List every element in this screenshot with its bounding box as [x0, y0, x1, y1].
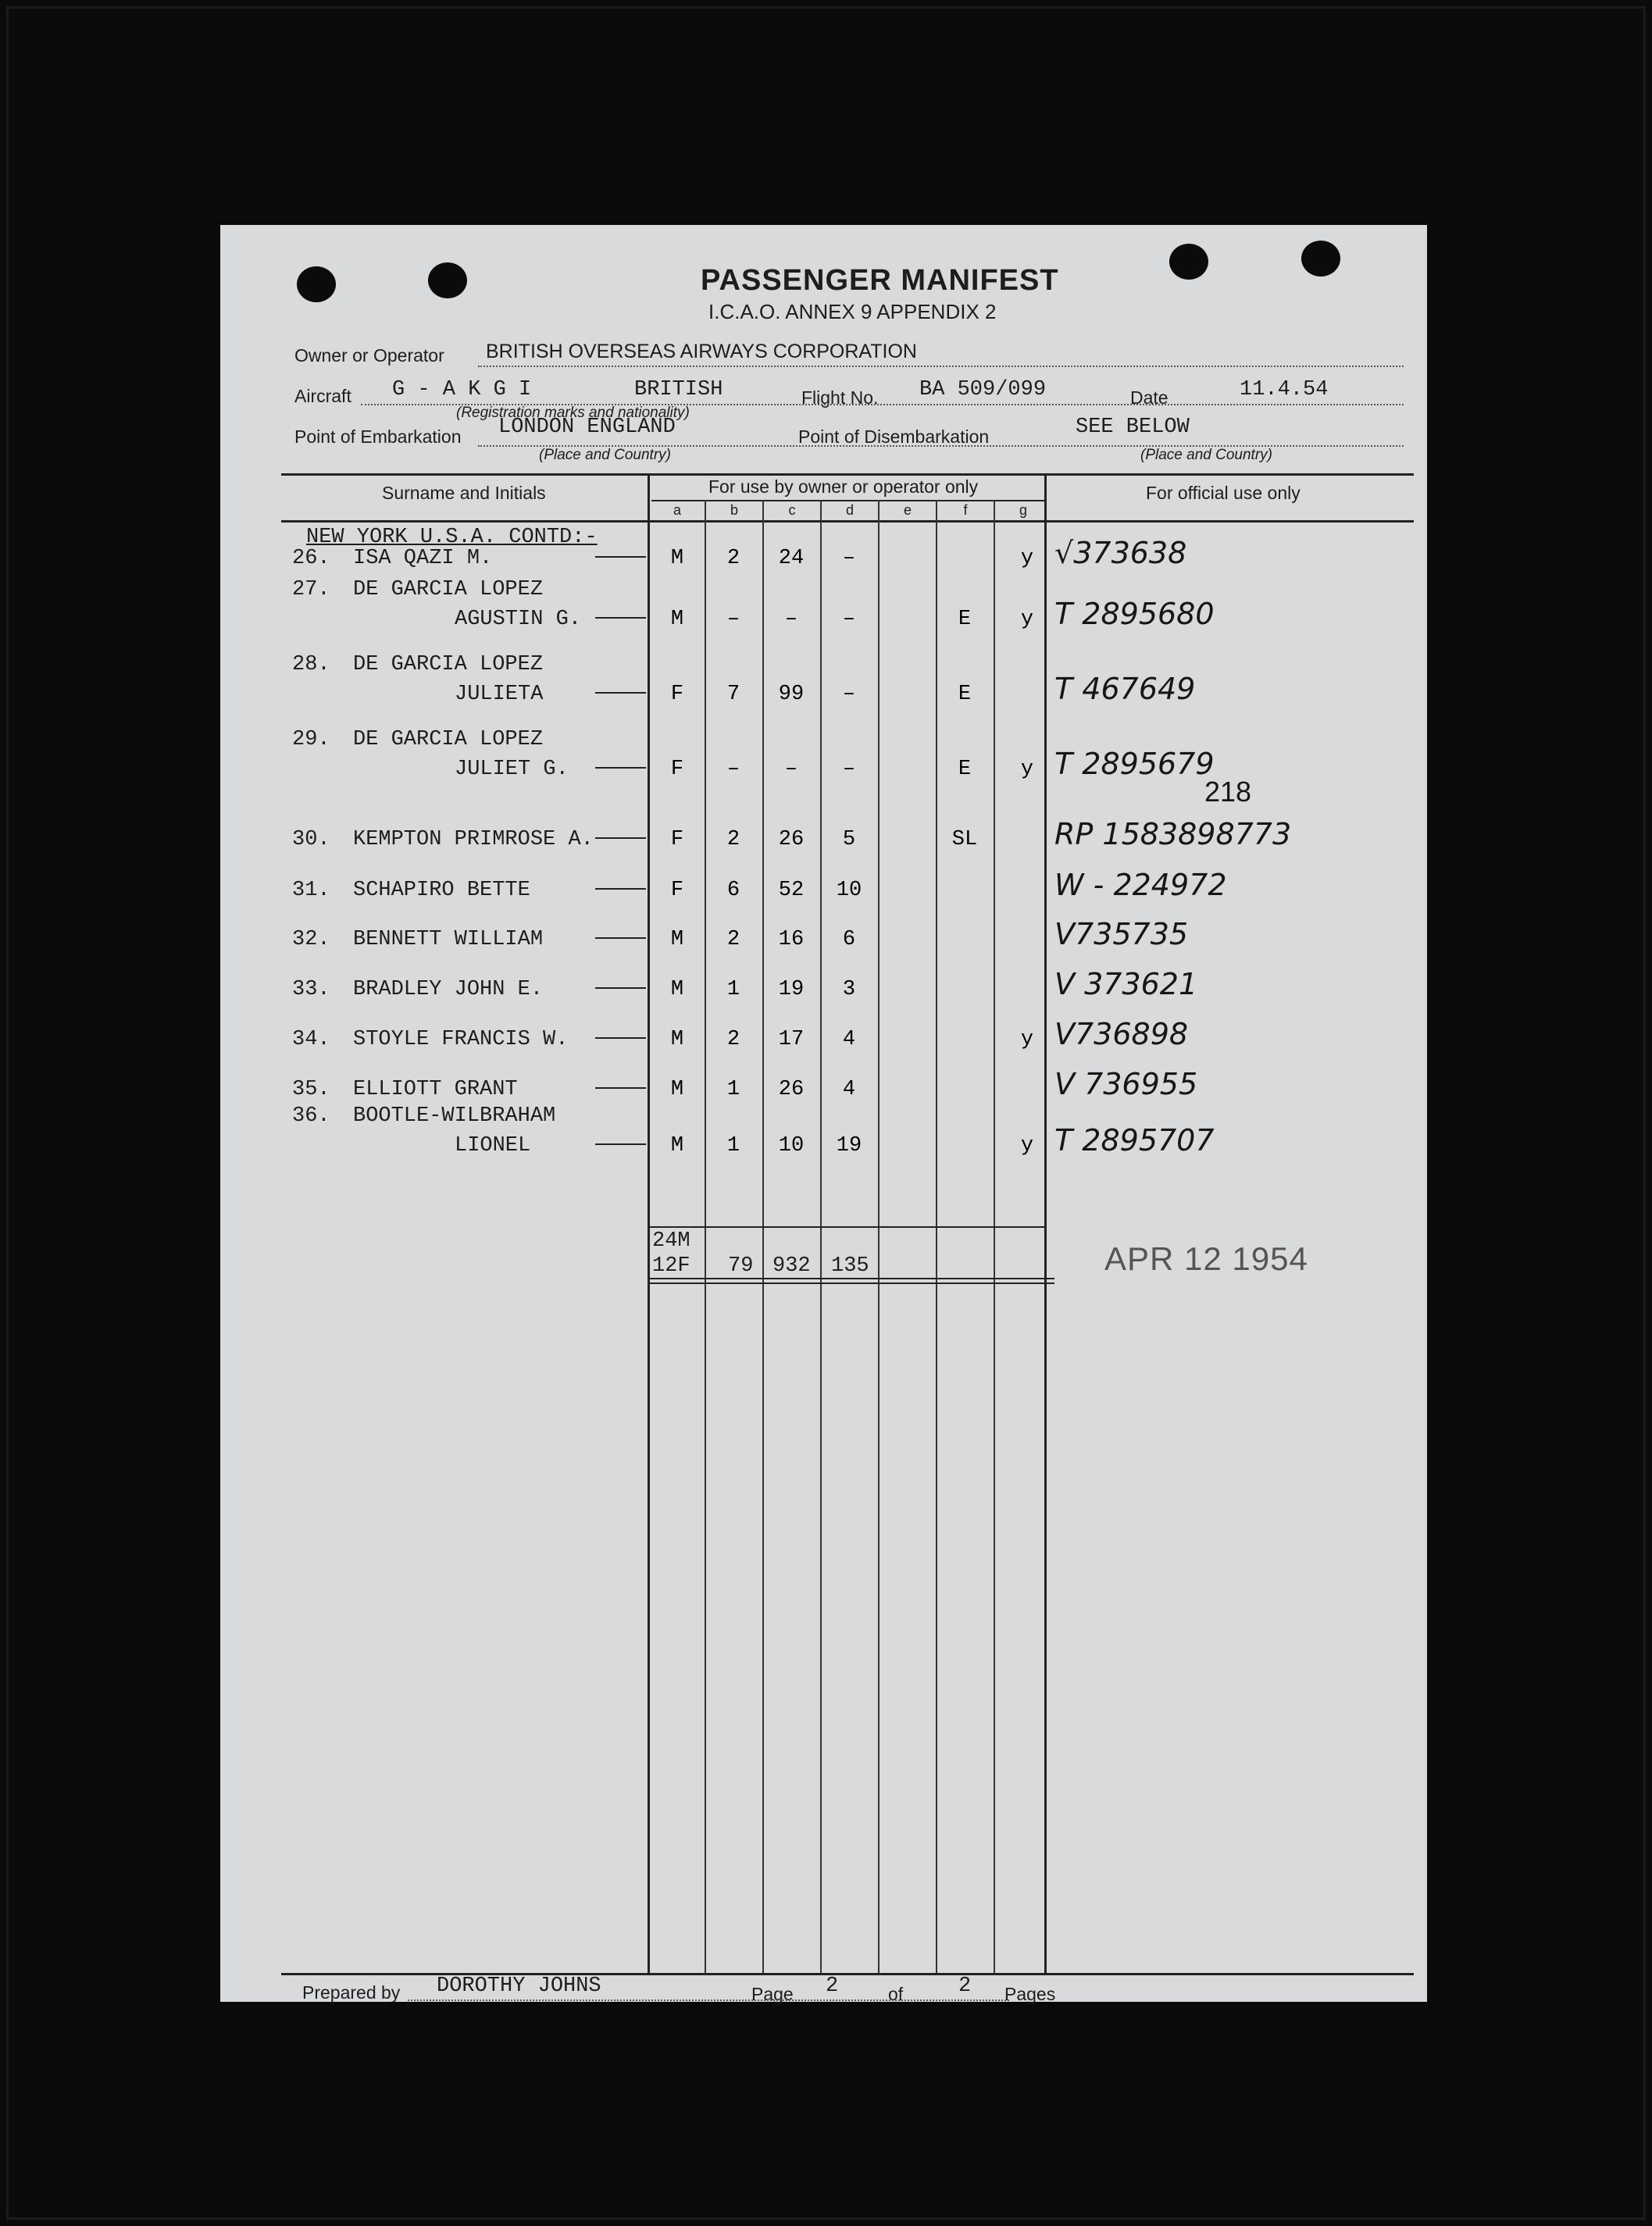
row-number: 28. [292, 653, 330, 676]
official-handwritten-number: T 2895679 [1054, 747, 1215, 781]
row-number: 35. [292, 1078, 330, 1101]
cell-a: M [670, 547, 684, 570]
passenger-name: BOOTLE-WILBRAHAM [353, 1104, 556, 1128]
cell-b: 2 [726, 928, 740, 951]
subcolumn-d: d [845, 502, 854, 518]
punch-hole-3 [1169, 244, 1208, 280]
row-number: 30. [292, 828, 330, 851]
passenger-name: STOYLE FRANCIS W. [353, 1028, 569, 1051]
section-label: NEW YORK U.S.A. CONTD:- [306, 526, 598, 549]
cell-d: 10 [836, 879, 862, 902]
cell-d: 4 [842, 1028, 856, 1051]
cell-g: y [1020, 1028, 1034, 1051]
official-handwritten-number: RP 1583898773 [1054, 817, 1292, 851]
table-header-rule [281, 520, 1414, 523]
row-number: 31. [292, 879, 330, 902]
total-d: 135 [831, 1254, 869, 1278]
cell-b: 2 [726, 1028, 740, 1051]
embarkation-caption: (Place and Country) [539, 447, 671, 463]
cell-a: M [670, 608, 684, 631]
cell-g: y [1020, 1134, 1034, 1158]
punch-hole-4 [1301, 241, 1340, 276]
passenger-name: DE GARCIA LOPEZ [353, 728, 544, 751]
passenger-name: ISA QAZI M. [353, 547, 493, 570]
subcolumn-e: e [903, 502, 912, 518]
subcolumn-g: g [1019, 502, 1027, 518]
row-number: 27. [292, 578, 330, 601]
cell-b: – [726, 758, 740, 781]
cell-b: 2 [726, 828, 740, 851]
cell-b: 6 [726, 879, 740, 902]
cell-c: 10 [778, 1134, 805, 1158]
nationality-value: BRITISH [634, 378, 723, 401]
column-divider-e-f [936, 500, 937, 1973]
of-label: of [888, 1984, 904, 2004]
column-divider-a-b [705, 500, 706, 1973]
passenger-name-line2: JULIET G. [455, 758, 569, 781]
prepared-by-value: DOROTHY JOHNS [437, 1975, 601, 1998]
subcolumn-f: f [963, 502, 968, 518]
cell-d: 3 [842, 978, 856, 1001]
passenger-name: SCHAPIRO BETTE [353, 879, 530, 902]
cell-f: E [958, 683, 972, 706]
column-divider-c-d [820, 500, 822, 1973]
official-handwritten-number: V735735 [1054, 917, 1189, 951]
owner-use-column-header: For use by owner or operator only [708, 476, 979, 497]
footer-dotted-line [408, 1999, 1009, 2001]
total-c: 932 [772, 1254, 811, 1278]
passenger-name: KEMPTON PRIMROSE A. [353, 828, 594, 851]
page-title: PASSENGER MANIFEST [701, 264, 1059, 297]
pages-label: Pages [1004, 1984, 1056, 2004]
subheader-rule [651, 500, 1046, 501]
cell-a: F [670, 683, 684, 706]
cell-f: E [958, 608, 972, 631]
passenger-name: DE GARCIA LOPEZ [353, 578, 544, 601]
official-handwritten-number: W - 224972 [1054, 868, 1227, 902]
totals-bottom-rule [648, 1278, 1054, 1279]
surname-column-header: Surname and Initials [382, 483, 546, 503]
passenger-name-line2: JULIETA [455, 683, 544, 706]
punch-hole-1 [297, 266, 336, 302]
cell-c: 17 [778, 1028, 805, 1051]
passenger-name-line2: LIONEL [455, 1134, 531, 1158]
page-label: Page [751, 1984, 794, 2004]
cell-c: – [784, 608, 798, 631]
row-connector-mark [595, 556, 646, 558]
embarkation-value: LONDON ENGLAND [498, 416, 676, 439]
date-label: Date [1130, 387, 1169, 408]
cell-f: E [958, 758, 972, 781]
official-use-column-header: For official use only [1146, 483, 1301, 503]
official-handwritten-number: T 2895707 [1054, 1123, 1215, 1158]
cell-a: M [670, 1134, 684, 1158]
subcolumn-a: a [673, 502, 681, 518]
cell-c: 26 [778, 1078, 805, 1101]
official-handwritten-number: V736898 [1054, 1017, 1189, 1051]
cell-g: y [1020, 547, 1034, 570]
passenger-name: ELLIOTT GRANT [353, 1078, 518, 1101]
flight-label: Flight No. [801, 387, 879, 408]
cell-c: 99 [778, 683, 805, 706]
cell-c: 52 [778, 879, 805, 902]
date-received-stamp: APR 12 1954 [1104, 1240, 1308, 1277]
row-connector-mark [595, 987, 646, 989]
row-connector-mark [595, 1037, 646, 1039]
cell-a: M [670, 1078, 684, 1101]
total-b: 79 [728, 1254, 754, 1278]
date-value: 11.4.54 [1240, 378, 1329, 401]
cell-d: 4 [842, 1078, 856, 1101]
cell-c: 26 [778, 828, 805, 851]
manifest-sheet [220, 225, 1427, 2002]
page-subtitle: I.C.A.O. ANNEX 9 APPENDIX 2 [708, 300, 997, 323]
owner-dotted-line [478, 366, 1404, 367]
cell-b: 2 [726, 547, 740, 570]
column-divider-b-c [762, 500, 764, 1973]
registration-caption: (Registration marks and nationality) [456, 405, 690, 421]
total-females: 12F [652, 1254, 690, 1278]
totals-top-rule [648, 1226, 1045, 1228]
cell-c: 16 [778, 928, 805, 951]
row-number: 36. [292, 1104, 330, 1128]
cell-d: – [842, 683, 856, 706]
row-number: 33. [292, 978, 330, 1001]
column-divider-f-g [994, 500, 995, 1973]
row-number: 34. [292, 1028, 330, 1051]
row-connector-mark [595, 767, 646, 769]
cell-d: 19 [836, 1134, 862, 1158]
cell-a: M [670, 978, 684, 1001]
column-divider-official [1044, 473, 1047, 1973]
row-connector-mark [595, 937, 646, 939]
cell-b: 1 [726, 1078, 740, 1101]
cell-b: 1 [726, 978, 740, 1001]
cell-d: – [842, 547, 856, 570]
totals-bottom-rule-2 [648, 1282, 1054, 1284]
total-pages: 2 [958, 1975, 972, 1998]
cell-d: – [842, 608, 856, 631]
cell-f: SL [951, 828, 978, 851]
cell-c: – [784, 758, 798, 781]
row-connector-mark [595, 888, 646, 890]
passenger-name: BRADLEY JOHN E. [353, 978, 544, 1001]
row-number: 26. [292, 547, 330, 570]
row-number: 32. [292, 928, 330, 951]
row-connector-mark [595, 692, 646, 694]
disembarkation-label: Point of Disembarkation [798, 426, 990, 447]
owner-value: BRITISH OVERSEAS AIRWAYS CORPORATION [486, 341, 917, 362]
cell-c: 19 [778, 978, 805, 1001]
column-divider-name [648, 473, 650, 1973]
passenger-name: BENNETT WILLIAM [353, 928, 544, 951]
table-top-rule [281, 473, 1414, 476]
cell-b: 1 [726, 1134, 740, 1158]
cell-a: F [670, 879, 684, 902]
passenger-name: DE GARCIA LOPEZ [353, 653, 544, 676]
official-handwritten-number: V 373621 [1054, 967, 1198, 1001]
official-handwritten-number: V 736955 [1054, 1067, 1198, 1101]
cell-a: F [670, 828, 684, 851]
subcolumn-b: b [730, 502, 738, 518]
cell-b: – [726, 608, 740, 631]
cell-g: y [1020, 758, 1034, 781]
embarkation-label: Point of Embarkation [294, 426, 462, 447]
cell-a: F [670, 758, 684, 781]
cell-a: M [670, 1028, 684, 1051]
official-number: 218 [1204, 776, 1252, 808]
aircraft-value: G - A K G I [392, 378, 532, 401]
column-divider-d-e [878, 500, 880, 1973]
cell-d: – [842, 758, 856, 781]
official-handwritten-number: T 467649 [1054, 672, 1196, 706]
owner-label: Owner or Operator [294, 345, 444, 366]
passenger-name-line2: AGUSTIN G. [455, 608, 582, 631]
total-males: 24M [652, 1229, 690, 1253]
row-connector-mark [595, 617, 646, 619]
flight-value: BA 509/099 [919, 378, 1047, 401]
cell-g: y [1020, 608, 1034, 631]
row-connector-mark [595, 837, 646, 839]
cell-d: 5 [842, 828, 856, 851]
disembarkation-value: SEE BELOW [1076, 416, 1190, 439]
aircraft-label: Aircraft [294, 386, 351, 406]
punch-hole-2 [428, 262, 467, 298]
row-connector-mark [595, 1143, 646, 1145]
cell-c: 24 [778, 547, 805, 570]
cell-d: 6 [842, 928, 856, 951]
cell-b: 7 [726, 683, 740, 706]
prepared-by-label: Prepared by [302, 1982, 401, 2003]
disembarkation-caption: (Place and Country) [1140, 447, 1272, 463]
official-handwritten-number: √373638 [1054, 536, 1187, 570]
cell-a: M [670, 928, 684, 951]
subcolumn-c: c [788, 502, 796, 518]
row-number: 29. [292, 728, 330, 751]
row-connector-mark [595, 1087, 646, 1089]
official-handwritten-number: T 2895680 [1054, 597, 1215, 631]
page-number: 2 [826, 1975, 839, 1998]
